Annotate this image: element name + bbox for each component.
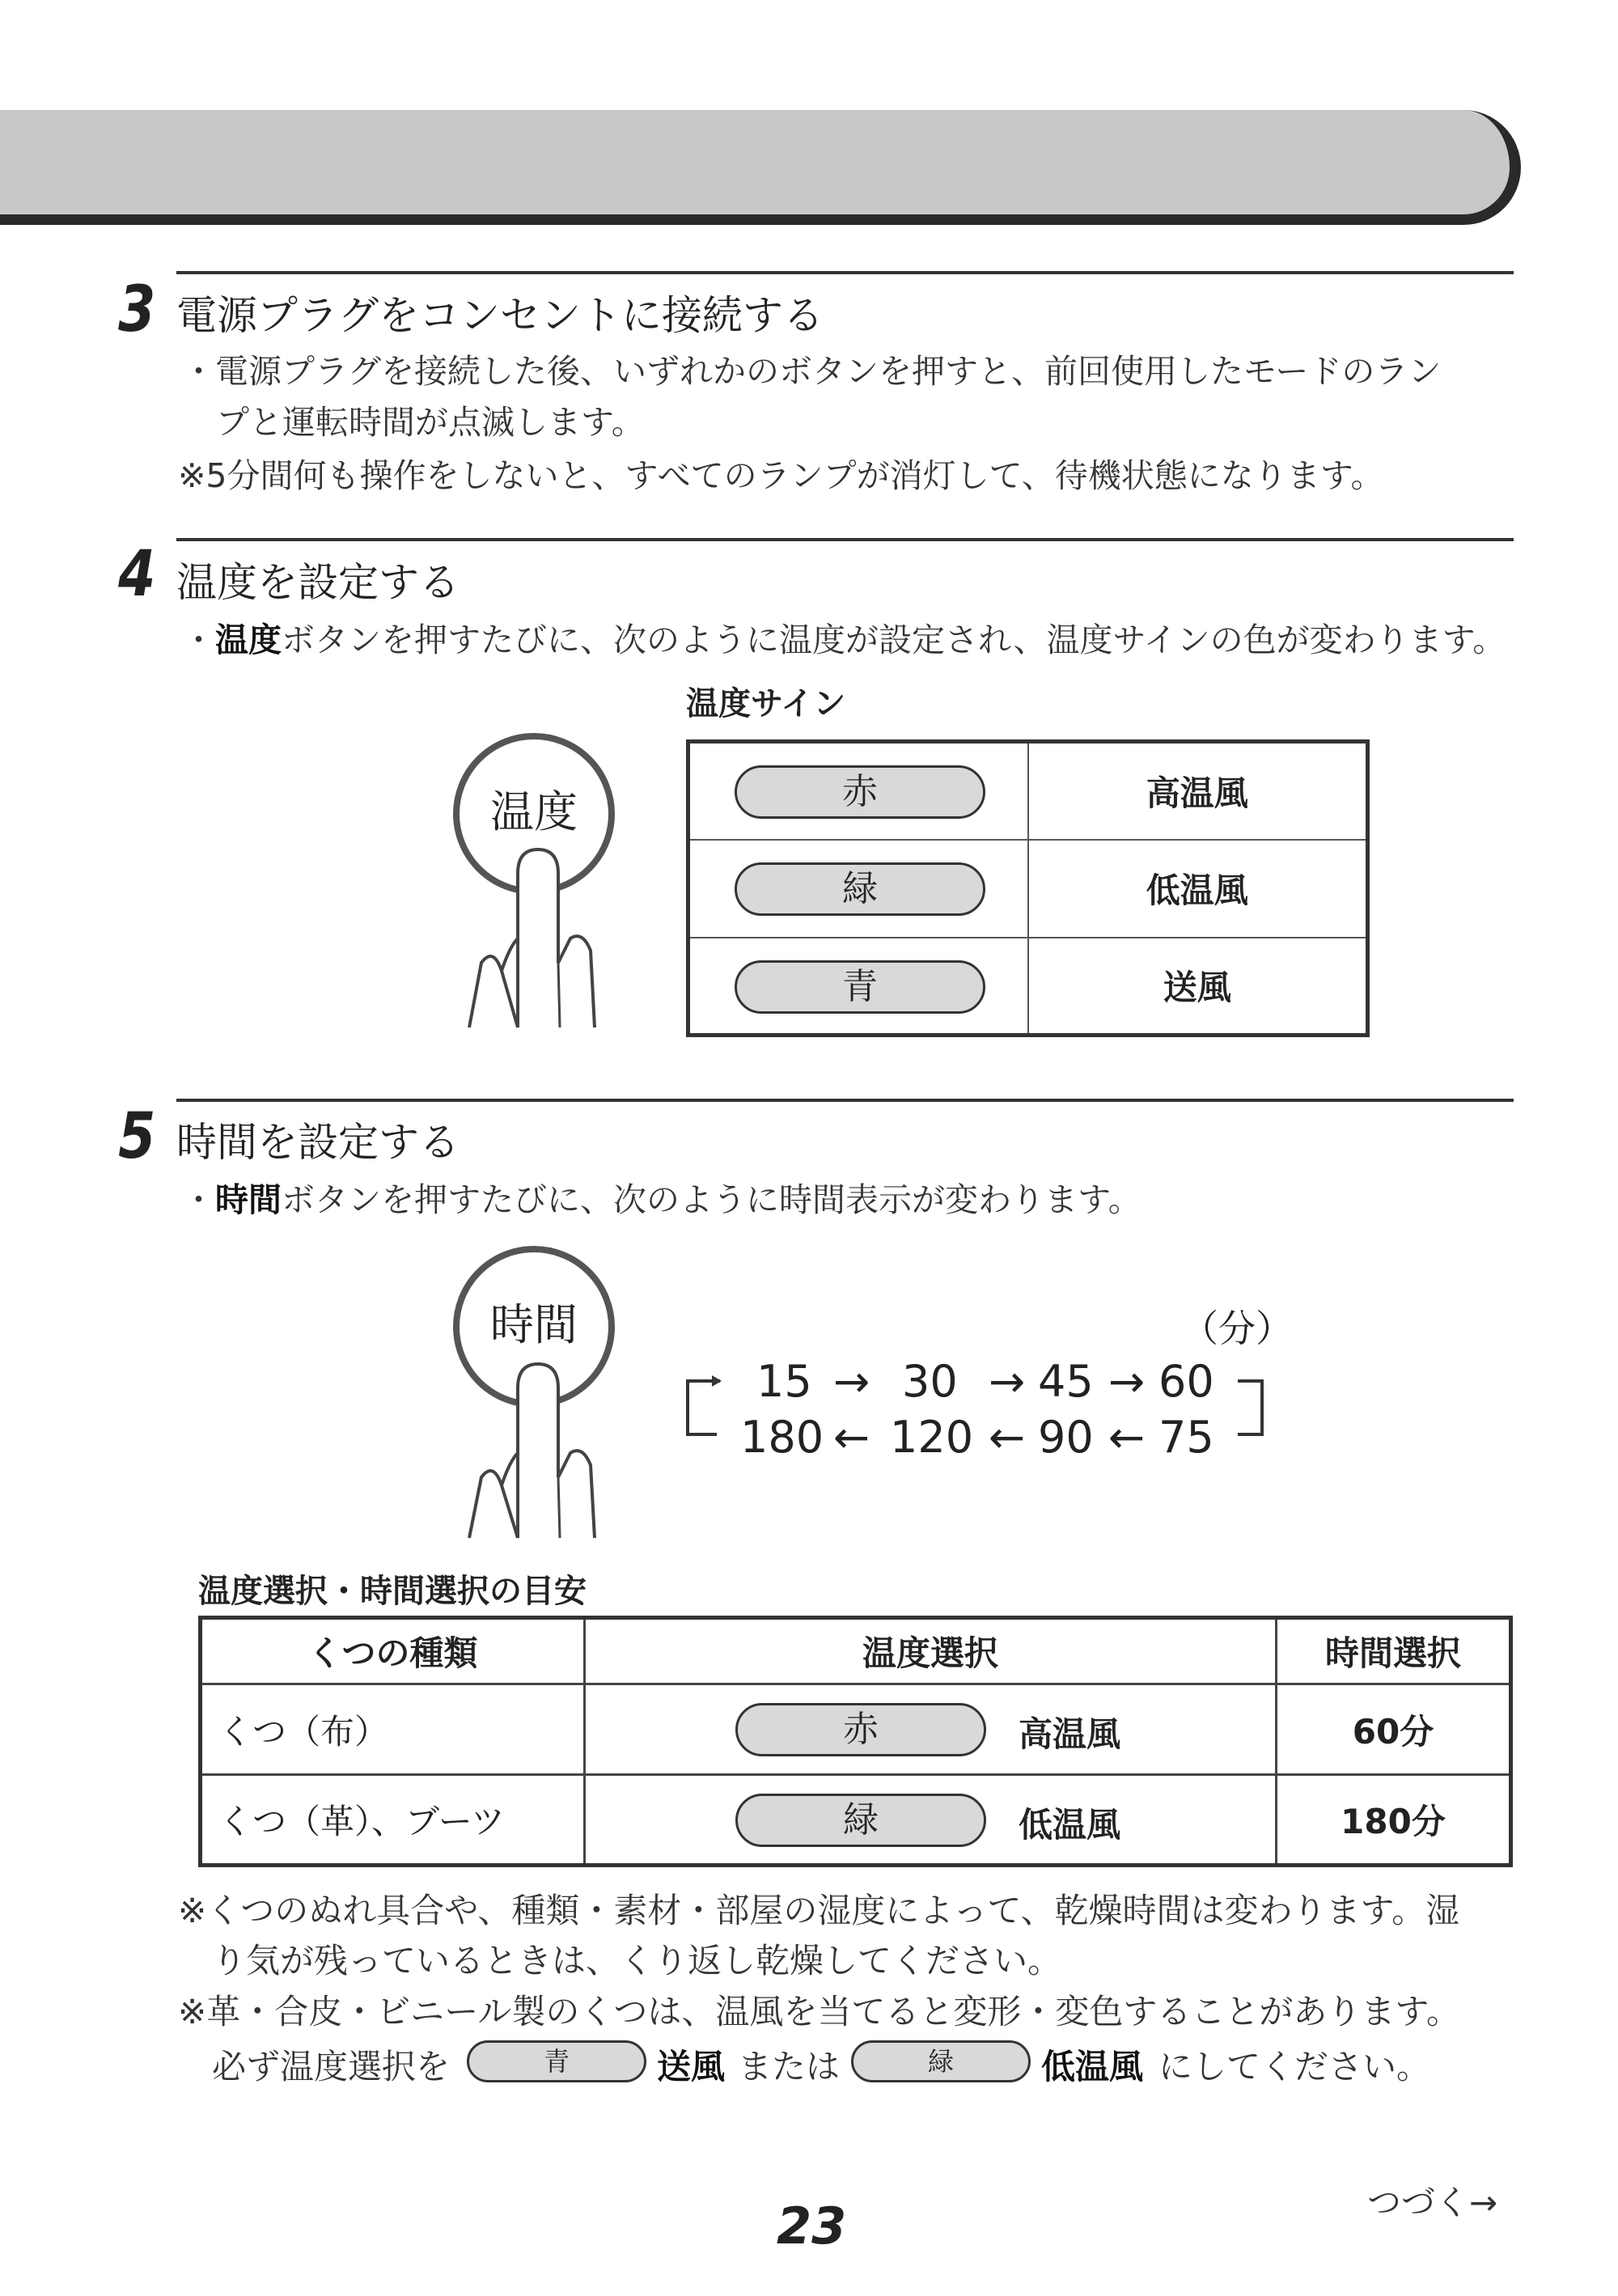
time-value-30: 30 <box>902 1356 958 1407</box>
mode-cell: 低温風 <box>1028 840 1368 938</box>
step5-bullet <box>182 1175 1141 1226</box>
step3-rule <box>176 271 1514 274</box>
mode-cell: 高温風 <box>1028 742 1368 840</box>
step5-number: 5 <box>118 1100 156 1173</box>
sign-pill-blue: 青 <box>735 960 985 1014</box>
sign-pill-red: 赤 <box>735 765 985 819</box>
note2-prefix: 必ず温度選択を <box>212 2047 451 2086</box>
guide-table <box>198 1616 1513 1867</box>
note1-line2: り気が残っているときは、くり返し乾燥してください。 <box>212 1941 1062 1980</box>
step4-bullet-bold: 温度 <box>215 621 282 659</box>
time-value-120: 120 <box>890 1412 974 1463</box>
step4-rule <box>176 538 1514 541</box>
mode-label: 高温風 <box>1019 1714 1121 1754</box>
note2-mode2: 低温風 <box>1041 2047 1144 2086</box>
arrow-right-icon: → <box>833 1356 870 1407</box>
table-row <box>201 1684 1511 1775</box>
step5-bullet-bold: 時間 <box>215 1180 282 1219</box>
time-cell: 180分 <box>1277 1775 1511 1866</box>
header-band <box>0 110 1521 225</box>
step4-bullet-rest: ボタンを押すたびに、次のように温度が設定され、温度サインの色が変わります。 <box>282 621 1506 659</box>
temperature-cell <box>585 1684 1277 1775</box>
step5-rule <box>176 1099 1514 1102</box>
step4-number: 4 <box>118 538 156 611</box>
sign-cell <box>688 840 1028 938</box>
time-cell: 60分 <box>1277 1684 1511 1775</box>
note2-or: または <box>738 2047 841 2086</box>
time-value-75: 75 <box>1158 1412 1214 1463</box>
sign-pill-blue: 青 <box>467 2040 646 2082</box>
note1-line1: ※くつのぬれ具合や、種類・素材・部屋の湿度によって、乾燥時間は変わります。湿 <box>178 1891 1460 1930</box>
mode-cell: 送風 <box>1028 938 1368 1036</box>
step3-number: 3 <box>118 273 156 346</box>
temperature-cell <box>585 1775 1277 1866</box>
temperature-sign-caption: 温度サイン <box>686 685 846 722</box>
step3-text-line2: プと運転時間が点滅します。 <box>216 403 645 442</box>
header-shoe-type: くつの種類 <box>201 1618 585 1684</box>
step4-title: 温度を設定する <box>176 559 460 606</box>
arrow-right-icon: → <box>989 1356 1026 1407</box>
sign-cell <box>688 742 1028 840</box>
note2-line1: ※革・合皮・ビニール製のくつは、温風を当てると変形・変色することがあります。 <box>178 1992 1460 2031</box>
time-button[interactable]: 時間 <box>453 1246 615 1408</box>
sign-pill-green: 緑 <box>735 1794 986 1847</box>
header-temperature: 温度選択 <box>585 1618 1277 1684</box>
sign-pill-green: 緑 <box>735 862 985 916</box>
arrow-left-icon: ← <box>1108 1412 1146 1463</box>
arrow-left-icon: ← <box>833 1412 870 1463</box>
note2-mode1: 送風 <box>657 2047 726 2086</box>
header-time: 時間選択 <box>1277 1618 1511 1684</box>
step5-title: 時間を設定する <box>176 1119 460 1166</box>
continue-label: つづく→ <box>1367 2183 1498 2222</box>
pressing-hand-icon <box>453 841 623 1044</box>
pressing-hand-icon <box>453 1356 623 1550</box>
temperature-sign-table <box>686 739 1370 1037</box>
shoe-type-cell: くつ（革）、ブーツ <box>201 1775 585 1866</box>
bullet-mark: ・ <box>182 1180 215 1219</box>
arrow-left-icon: ← <box>989 1412 1026 1463</box>
arrow-right-icon: → <box>1108 1356 1146 1407</box>
sign-pill-green: 緑 <box>851 2040 1031 2082</box>
sign-pill-red: 赤 <box>735 1703 986 1756</box>
mode-label: 低温風 <box>1019 1805 1121 1845</box>
guide-caption: 温度選択・時間選択の目安 <box>198 1573 587 1610</box>
table-row <box>688 938 1368 1036</box>
table-row <box>201 1775 1511 1866</box>
step3-text-line1: ・電源プラグを接続した後、いずれかのボタンを押すと、前回使用したモードのラン <box>182 352 1442 391</box>
note2-line2 <box>212 2032 1523 2089</box>
shoe-type-cell: くつ（布） <box>201 1684 585 1775</box>
step4-bullet <box>182 615 1506 666</box>
temperature-button[interactable]: 温度 <box>453 733 615 895</box>
bullet-mark: ・ <box>182 621 215 659</box>
step5-bullet-rest: ボタンを押すたびに、次のように時間表示が変わります。 <box>282 1180 1141 1219</box>
note2-suffix: にしてください。 <box>1158 2047 1431 2086</box>
sign-cell <box>688 938 1028 1036</box>
table-row <box>688 742 1368 840</box>
page-number: 23 <box>777 2196 847 2256</box>
step3-title: 電源プラグをコンセントに接続する <box>176 292 824 339</box>
table-row <box>688 840 1368 938</box>
time-value-60: 60 <box>1158 1356 1214 1407</box>
step3-note: ※5分間何も操作をしないと、すべてのランプが消灯して、待機状態になります。 <box>178 456 1384 495</box>
time-value-45: 45 <box>1038 1356 1094 1407</box>
time-value-90: 90 <box>1038 1412 1094 1463</box>
table-header-row <box>201 1618 1511 1684</box>
time-value-180: 180 <box>740 1412 824 1463</box>
time-value-15: 15 <box>756 1356 812 1407</box>
time-unit: （分） <box>1181 1307 1293 1350</box>
